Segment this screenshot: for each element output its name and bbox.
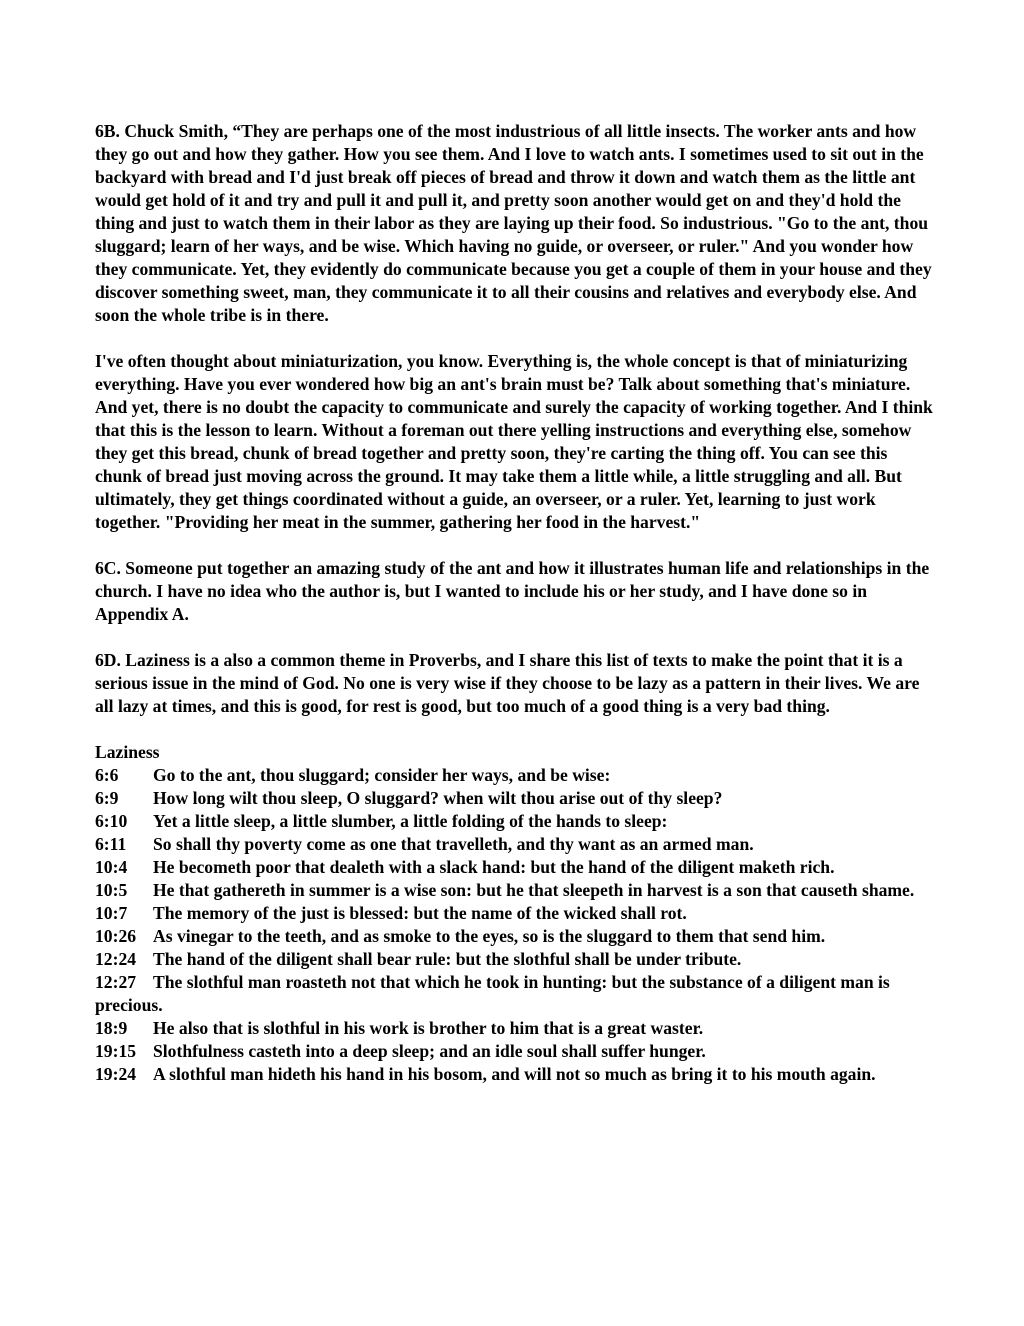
verse-ref: 10:26 (95, 926, 137, 946)
verse-ref: 6:11 (95, 834, 127, 854)
verse-ref: 6:10 (95, 811, 128, 831)
verse-item (95, 787, 935, 810)
verse-text: He that gathereth in summer is a wise son: but he that sleepeth in harvest is a son that causeth shame. (153, 880, 915, 900)
verse-text: So shall thy poverty come as one that travelleth, and thy want as an armed man. (153, 834, 754, 854)
verse-ref: 6:6 (95, 765, 119, 785)
verse-item (95, 833, 935, 856)
verse-text: As vinegar to the teeth, and as smoke to the eyes, so is the sluggard to them that send him. (153, 926, 826, 946)
verse-item (95, 1063, 935, 1086)
verse-text: He also that is slothful in his work is brother to him that is a great waster. (153, 1018, 704, 1038)
verse-ref: 18:9 (95, 1018, 128, 1038)
paragraph-6d: 6D. Laziness is a also a common theme in Proverbs, and I share this list of texts to make the point that it is a serious issue in the mind of God. No one is very wise if they choose to be lazy as a pattern in their lives. We are all lazy at times, and this is good, for rest is good, but too much of a good thing is a very bad thing. (95, 650, 920, 716)
verse-item (95, 1040, 935, 1063)
verse-list-heading: Laziness (95, 742, 160, 762)
verse-text: He becometh poor that dealeth with a slack hand: but the hand of the diligent maketh rich. (153, 857, 835, 877)
verse-ref: 10:4 (95, 857, 128, 877)
verse-text: How long wilt thou sleep, O sluggard? when wilt thou arise out of thy sleep? (153, 788, 723, 808)
verse-ref: 10:7 (95, 903, 128, 923)
verse-item (95, 971, 935, 1017)
verse-ref: 10:5 (95, 880, 128, 900)
paragraph-6b: 6B. Chuck Smith, “They are perhaps one of the most industrious of all little insects. The worker ants and how they go out and how they gather. How you see them. And I love to watch ants. I sometimes used to sit out in the backyard with bread and I'd just break off pieces of bread and throw it down and watch them as the little ant would get hold of it and try and pull it and pull it, and pretty soon another would get on and they'd hold the thing and just to watch them in their labor as they are laying up their food. So industrious. "Go to the ant, thou sluggard; learn of her ways, and be wise. Which having no guide, or overseer, or ruler." And you wonder how they communicate. Yet, they evidently do communicate because you get a couple of them in your house and they discover something sweet, man, they communicate it to all their cousins and relatives and everybody else. And soon the whole tribe is in there. (95, 121, 932, 325)
verse-ref: 12:27 (95, 972, 137, 992)
verse-text: The hand of the diligent shall bear rule: but the slothful shall be under tribute. (153, 949, 742, 969)
verse-item (95, 925, 935, 948)
laziness-verse-list (95, 741, 935, 1086)
verse-ref: 12:24 (95, 949, 137, 969)
verse-item (95, 810, 935, 833)
verse-text: The slothful man roasteth not that which he took in hunting: but the substance of a diligent man is precious. (95, 972, 890, 1015)
verse-item (95, 1017, 935, 1040)
document-page (95, 120, 935, 1086)
verse-item (95, 948, 935, 971)
verse-item (95, 856, 935, 879)
verse-ref: 6:9 (95, 788, 119, 808)
verse-text: Slothfulness casteth into a deep sleep; and an idle soul shall suffer hunger. (153, 1041, 706, 1061)
paragraph-6c: 6C. Someone put together an amazing study of the ant and how it illustrates human life and relationships in the church. I have no idea who the author is, but I wanted to include his or her study, and I have done so in Appendix A. (95, 558, 930, 624)
verse-text: Yet a little sleep, a little slumber, a little folding of the hands to sleep: (153, 811, 668, 831)
verse-text: The memory of the just is blessed: but the name of the wicked shall rot. (153, 903, 687, 923)
verse-ref: 19:15 (95, 1041, 137, 1061)
verse-item (95, 764, 935, 787)
verse-item (95, 902, 935, 925)
verse-ref: 19:24 (95, 1064, 137, 1084)
verse-text: A slothful man hideth his hand in his bosom, and will not so much as bring it to his mouth again. (153, 1064, 876, 1084)
verse-text: Go to the ant, thou sluggard; consider her ways, and be wise: (153, 765, 611, 785)
paragraph-miniaturization: I've often thought about miniaturization, you know. Everything is, the whole concept is that of miniaturizing everything. Have you ever wondered how big an ant's brain must be? Talk about something that's miniature. And yet, there is no doubt the capacity to communicate and surely the capacity of working together. And I think that this is the lesson to learn. Without a foreman out there yelling instructions and everything else, somehow they get this bread, chunk of bread together and pretty soon, they're carting the thing off. You can see this chunk of bread just moving across the ground. It may take them a little while, a little struggling and all. But ultimately, they get things coordinated without a guide, an overseer, or a ruler. Yet, learning to just work together. "Providing her meat in the summer, gathering her food in the harvest." (95, 351, 933, 532)
verse-item (95, 879, 935, 902)
